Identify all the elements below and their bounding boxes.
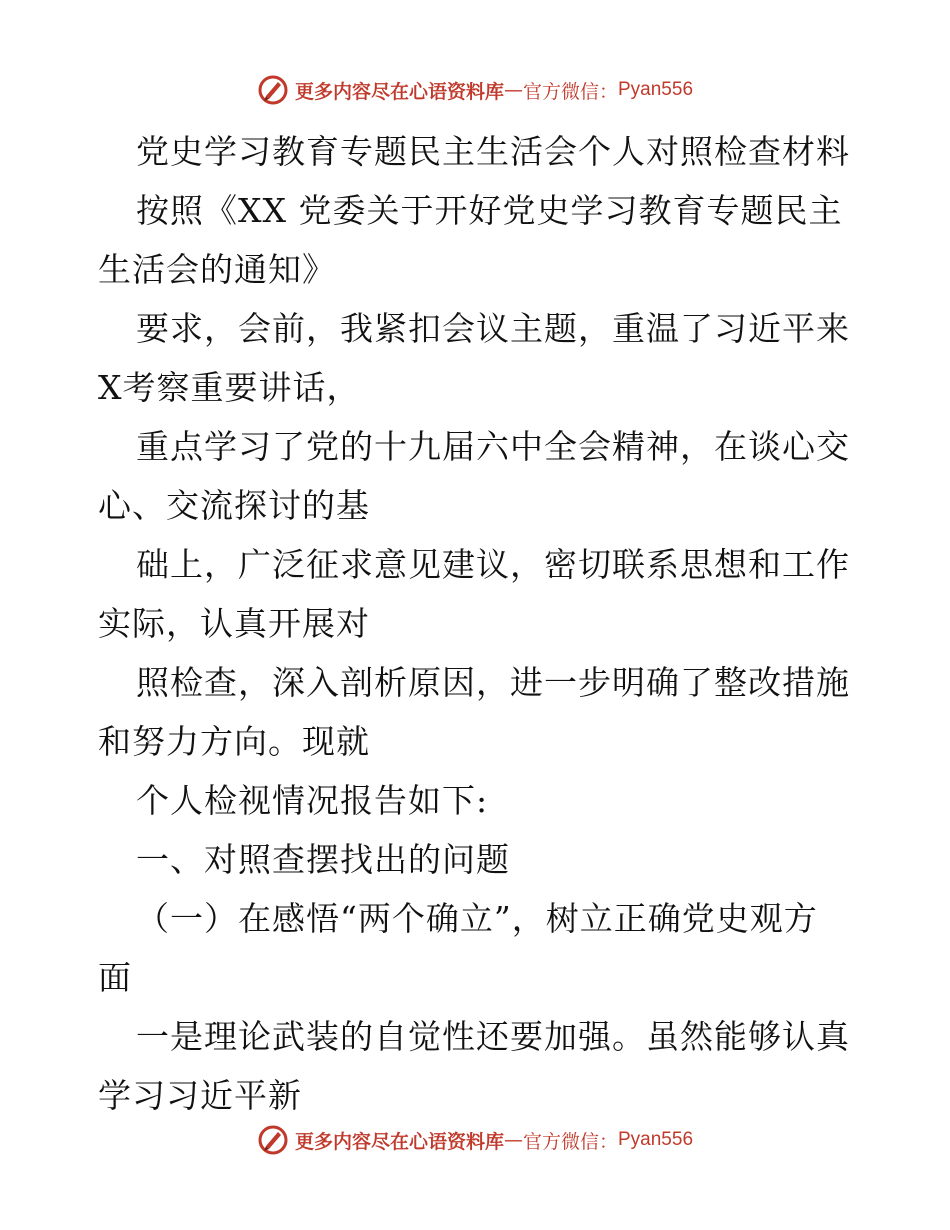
text-line: 面 [98, 958, 132, 997]
footer-wechat-label: 官方微信： [522, 1130, 618, 1153]
header-wechat-id: Pyan556 [618, 79, 694, 100]
text-line: 和努力方向。现就 [98, 722, 370, 761]
header-dash: — [503, 79, 523, 101]
text-line: 础上，广泛征求意见建议，密切联系思想和工作 [136, 545, 850, 584]
text-line: X考察重要讲话， [98, 368, 361, 407]
footer-wechat-id: Pyan556 [618, 1129, 694, 1150]
text-line: 照检查，深入剖析原因，进一步明确了整改措施 [136, 663, 850, 702]
header-banner [0, 70, 950, 110]
document-body [98, 122, 858, 1125]
text-line: 要求，会前，我紧扣会议主题，重温了习近平来 [136, 309, 850, 348]
text-line: 生活会的通知》 [98, 250, 336, 289]
text-line: 一、对照查摆找出的问题 [136, 840, 510, 879]
brush-pen-logo-icon [257, 74, 289, 106]
footer-dash: — [503, 1129, 523, 1151]
text-line: 实际，认真开展对 [98, 604, 370, 643]
text-line: （一）在感悟“两个确立”，树立正确党史观方 [136, 899, 818, 938]
text-line: 心、交流探讨的基 [98, 486, 370, 525]
text-line: 一是理论武装的自觉性还要加强。虽然能够认真 [136, 1017, 850, 1056]
text-line: 个人检视情况报告如下: [136, 781, 489, 820]
text-line: 党史学习教育专题民主生活会个人对照检查材料 [136, 132, 850, 171]
text-line: 按照《XX 党委关于开好党史学习教育专题民主 [136, 191, 843, 230]
header-promo-text: 更多内容尽在心语资料库 [294, 80, 504, 103]
footer-banner [0, 1120, 950, 1160]
brush-pen-logo-icon [257, 1124, 289, 1156]
header-wechat-label: 官方微信： [522, 80, 618, 103]
text-line: 重点学习了党的十九届六中全会精神，在谈心交 [136, 427, 850, 466]
footer-promo-text: 更多内容尽在心语资料库 [294, 1130, 504, 1153]
text-line: 学习习近平新 [98, 1076, 302, 1115]
